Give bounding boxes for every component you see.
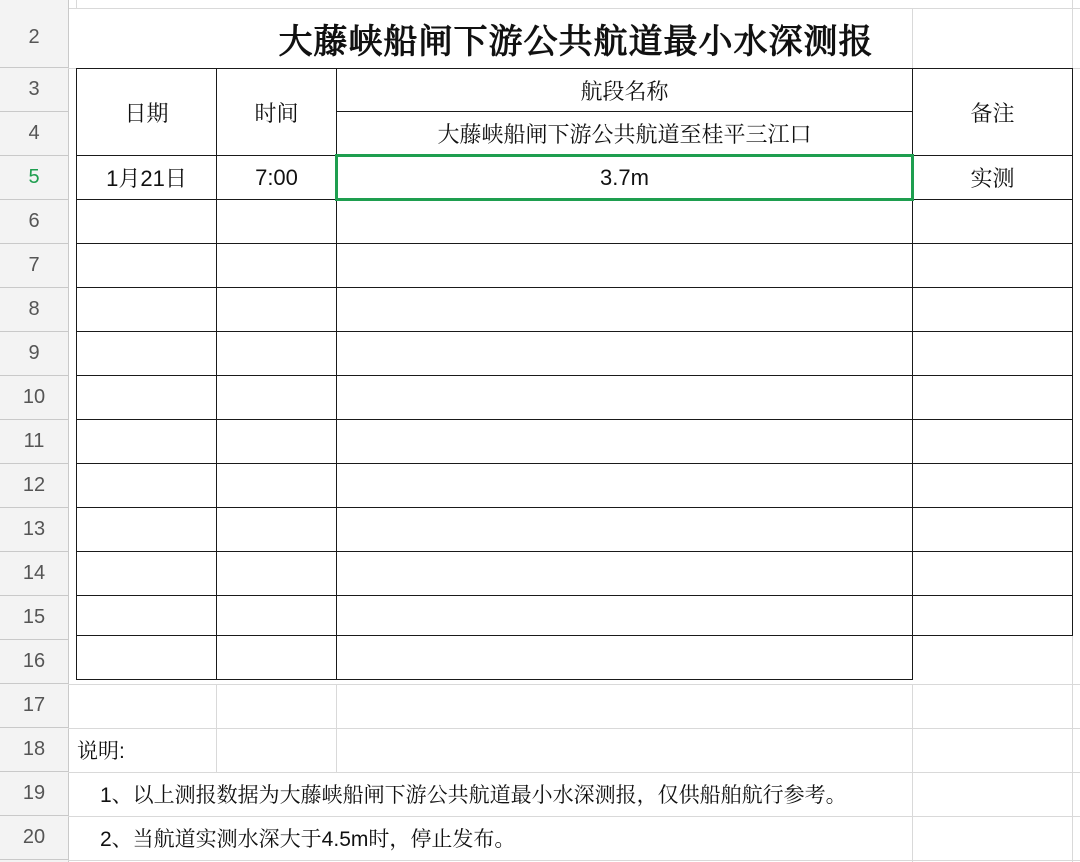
row-header-18[interactable]: 18 bbox=[0, 728, 68, 772]
gridline bbox=[216, 684, 217, 728]
active-cell-selection[interactable] bbox=[335, 154, 914, 201]
row-header-9[interactable]: 9 bbox=[0, 332, 68, 376]
row-header-16[interactable]: 16 bbox=[0, 640, 68, 684]
gridline bbox=[68, 684, 1080, 685]
header-date[interactable]: 日期 bbox=[124, 100, 169, 126]
gridline bbox=[68, 860, 1080, 861]
row-header-5[interactable]: 5 bbox=[0, 156, 68, 200]
row-header-17[interactable]: 17 bbox=[0, 684, 68, 728]
table-border bbox=[76, 243, 1073, 244]
notes-heading: 说明: bbox=[77, 740, 125, 763]
header-segment-name[interactable]: 大藤峡船闸下游公共航道至桂平三江口 bbox=[437, 122, 812, 147]
table-border bbox=[76, 463, 1073, 464]
row-header-6[interactable]: 6 bbox=[0, 200, 68, 244]
row-header-19[interactable]: 19 bbox=[0, 772, 68, 816]
gridline bbox=[336, 728, 337, 772]
table-border bbox=[76, 679, 913, 680]
row-header-14[interactable]: 14 bbox=[0, 552, 68, 596]
row-header-3[interactable]: 3 bbox=[0, 68, 68, 112]
table-border bbox=[76, 595, 1073, 596]
row-header-13[interactable]: 13 bbox=[0, 508, 68, 552]
table-border bbox=[1072, 68, 1073, 636]
row-header-20[interactable]: 20 bbox=[0, 816, 68, 860]
table-border bbox=[76, 375, 1073, 376]
row-header-11[interactable]: 11 bbox=[0, 420, 68, 464]
table-border bbox=[76, 507, 1073, 508]
gridline bbox=[912, 684, 913, 862]
gridline bbox=[336, 684, 337, 728]
table-border bbox=[76, 287, 1073, 288]
cell-date[interactable]: 1月21日 bbox=[106, 166, 187, 191]
gridline bbox=[76, 0, 77, 8]
row-header-2[interactable]: 2 bbox=[0, 8, 68, 68]
header-segment[interactable]: 航段名称 bbox=[580, 78, 669, 104]
table-border bbox=[76, 419, 1073, 420]
row-header-12[interactable]: 12 bbox=[0, 464, 68, 508]
row-header-8[interactable]: 8 bbox=[0, 288, 68, 332]
table-border bbox=[76, 551, 1073, 552]
header-remark[interactable]: 备注 bbox=[970, 100, 1015, 126]
cell-time[interactable]: 7:00 bbox=[255, 164, 298, 190]
notes-line-2: 2、当航道实测水深大于4.5m时，停止发布。 bbox=[100, 828, 516, 851]
table-border bbox=[76, 635, 1073, 636]
row-header-10[interactable]: 10 bbox=[0, 376, 68, 420]
row-header-column bbox=[0, 0, 69, 862]
gridline bbox=[68, 728, 1080, 729]
gridline bbox=[216, 728, 217, 772]
notes-line-1: 1、以上测报数据为大藤峡船闸下游公共航道最小水深测报，仅供船舶航行参考。 bbox=[100, 784, 847, 807]
row-header-7[interactable]: 7 bbox=[0, 244, 68, 288]
row-header-15[interactable]: 15 bbox=[0, 596, 68, 640]
cell-depth[interactable]: 3.7m bbox=[600, 164, 649, 190]
table-border bbox=[76, 331, 1073, 332]
row-header-4[interactable]: 4 bbox=[0, 112, 68, 156]
cell-remark[interactable]: 实测 bbox=[970, 166, 1015, 191]
page-title: 大藤峡船闸下游公共航道最小水深测报 bbox=[278, 22, 874, 61]
header-time[interactable]: 时间 bbox=[254, 100, 299, 126]
